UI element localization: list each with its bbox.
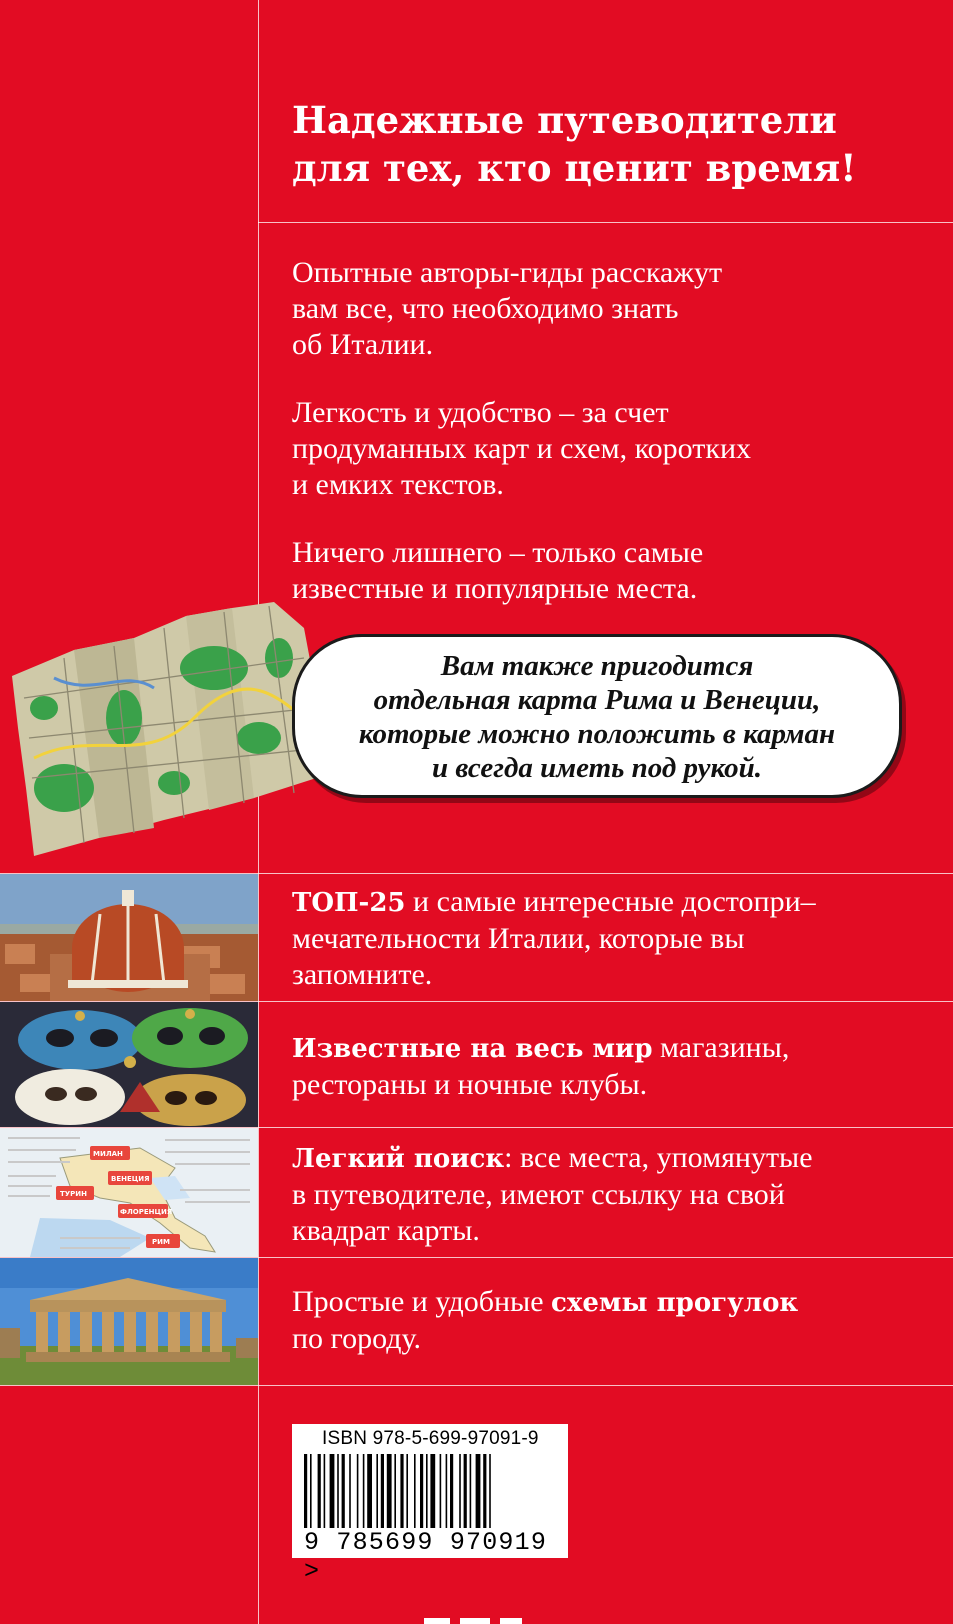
cut-off-logo-fragment bbox=[420, 1612, 540, 1624]
index-label-rome: РИМ bbox=[152, 1238, 170, 1246]
isbn-barcode bbox=[292, 1424, 568, 1586]
index-label-milan: МИЛАН bbox=[93, 1150, 123, 1158]
map-callout-bubble: Вам также пригодится отдельная карта Рима и Венеции, которые можно положить в карман и всегда иметь под рукой. bbox=[292, 634, 902, 798]
index-label-turin: ТУРИН bbox=[60, 1190, 88, 1198]
isbn-number: ISBN 978-5-699-97091-9 bbox=[322, 1428, 539, 1449]
index-label-florence: ФЛОРЕНЦИЯ bbox=[120, 1208, 173, 1216]
divider-under-headline bbox=[258, 222, 953, 223]
intro-paragraph-3: Ничего лишнего – только самые известные и популярные места. bbox=[292, 536, 704, 605]
ean-digits: 9 785699 970919 > bbox=[304, 1528, 548, 1586]
headline-line-2: для тех, кто ценит время! bbox=[292, 146, 857, 190]
venetian-masks-photo bbox=[0, 1002, 258, 1127]
index-label-venice: ВЕНЕЦИЯ bbox=[111, 1175, 150, 1183]
intro-paragraph-1: Опытные авторы-гиды расскажут вам все, что необходимо знать об Италии. bbox=[292, 256, 723, 361]
divider-feature-4 bbox=[0, 1385, 953, 1386]
headline bbox=[292, 96, 932, 192]
intro-paragraph-2: Легкость и удобство – за счет продуманных карт и схем, коротких и емких текстов. bbox=[292, 396, 751, 501]
feature-walks-text: Простые и удобные схемы прогулок по городу. bbox=[292, 1285, 799, 1355]
feature-shops-text: Известные на весь мир магазины, рестораны и ночные клубы. bbox=[292, 1031, 790, 1101]
greek-temple-photo bbox=[0, 1258, 258, 1385]
barcode-bars bbox=[304, 1454, 556, 1528]
italy-index-map-image bbox=[0, 1128, 258, 1257]
headline-line-1: Надежные путеводители bbox=[292, 98, 837, 142]
feature-search-text: Легкий поиск: все места, упомянутые в путеводителе, имеют ссылку на свой квадрат карты. bbox=[292, 1141, 813, 1247]
florence-cathedral-photo bbox=[0, 874, 258, 1001]
feature-top25-text: ТОП-25 и самые интересные достопри– мечательности Италии, которые вы запомните. bbox=[292, 885, 816, 991]
folded-city-map-image bbox=[4, 598, 334, 858]
